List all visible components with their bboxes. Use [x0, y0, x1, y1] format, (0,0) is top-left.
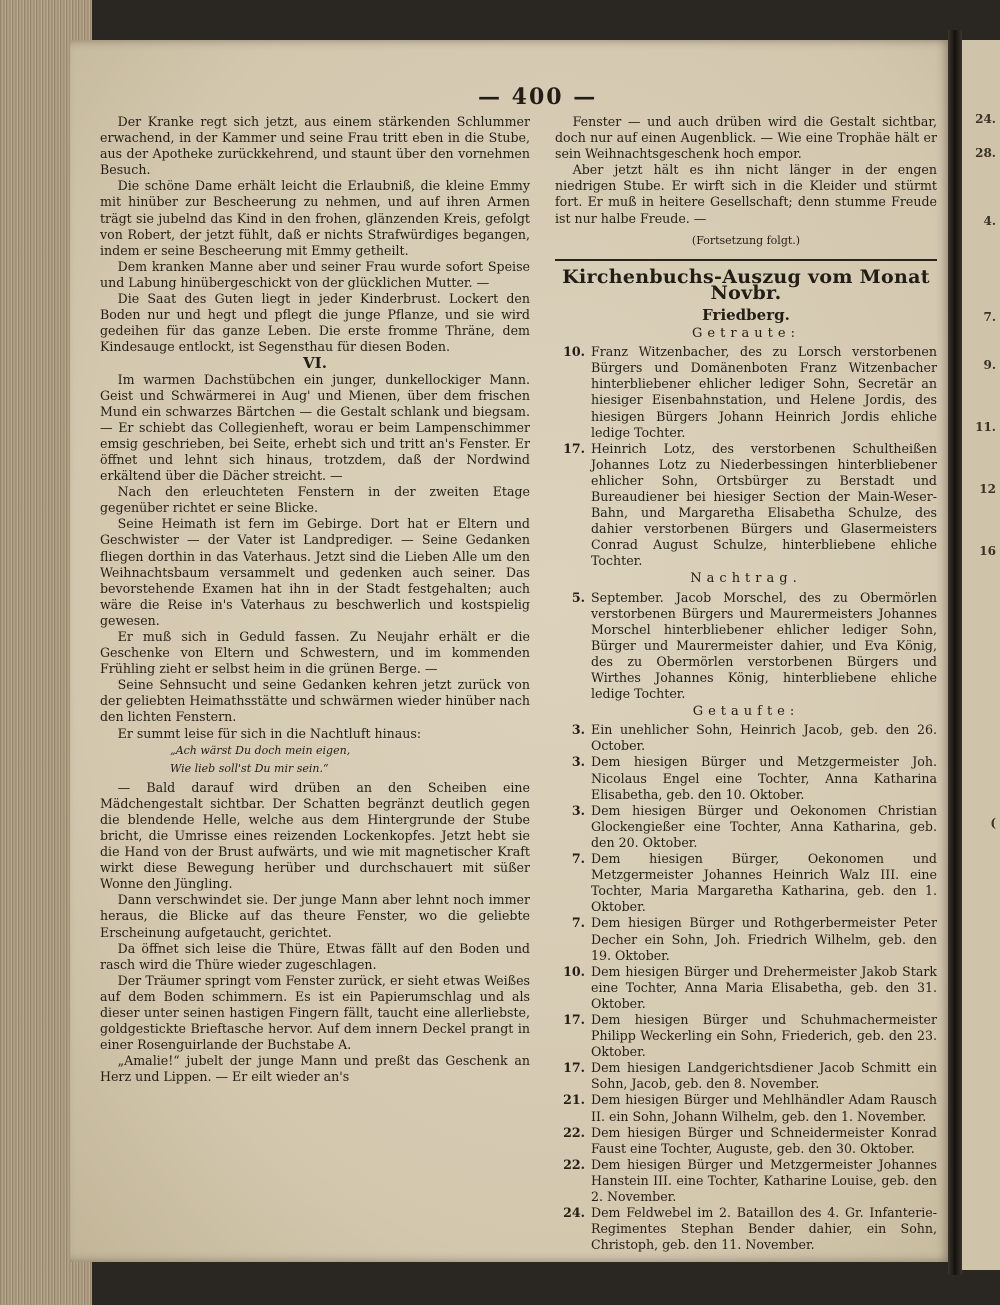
entry-day: 7.: [571, 851, 585, 867]
next-page-fragment: 16: [979, 544, 996, 558]
paragraph: — Bald darauf wird drüben an den Scheiben eine Mädchengestalt sichtbar. Der Schatten begränzt deutlich gegen die blendende Helle, welche aus dem Hintergrunde der Stube bricht, die Umrisse eines reizenden Lockenkopfes. Jetzt hebt sie die Hand von der Brust aufwärts, und wie mit magnetischer Kraft wirkt diese Bewegung herüber und durchschauert mit süßer Wonne den Jüngling.: [100, 779, 530, 892]
paragraph: Der Träumer springt vom Fenster zurück, er sieht etwas Weißes auf dem Boden schimmern. Es ist ein Papierumschlag und als dieser unter seinen hastigen Fingern fällt, taucht eine allerliebste, goldgestickte Brieftasche hervor. Auf dem innern Deckel prangt in einer Rosenguirlande der Buchstabe A.: [100, 972, 530, 1053]
paragraph: Im warmen Dachstübchen ein junger, dunkellockiger Mann. Geist und Schwärmerei in Aug' und Mienen, über dem frischen Mund ein schwarzes Bärtchen — die Gestalt schlank und biegsam. — Er schiebt das Collegienheft, worau er beim Lampenschimmer emsig geschrieben, bei Seite, erhebt sich und tritt an's Fenster. Er öffnet und lehnt sich hinaus, trotzdem, daß der Nordwind erkältend über die Dächer streicht. —: [100, 371, 530, 484]
entry-text: Dem hiesigen Bürger und Metzgermeister Joh. Nicolaus Engel eine Tochter, Anna Katharina Elisabetha, geb. den 10. Oktober.: [591, 754, 937, 802]
entry-text: Dem hiesigen Bürger, Oekonomen und Metzgermeister Johannes Heinrich Walz III. eine Tochter, Maria Margaretha Katharina, geb. den 1. Oktober.: [591, 851, 937, 915]
paragraph: „Amalie!“ jubelt der junge Mann und preßt das Geschenk an Herz und Lippen. — Er eilt wieder an's: [100, 1053, 530, 1085]
entry-text: Dem hiesigen Bürger und Schuhmachermeister Philipp Weckerling ein Sohn, Friederich, geb. den 23. Oktober.: [591, 1011, 937, 1060]
right-column: [555, 114, 937, 1253]
paragraph-group-right: [555, 114, 937, 227]
supplement-list: [555, 590, 937, 703]
register-title: Kirchenbuchs-Auszug vom Monat Novbr.: [562, 265, 930, 304]
register-entry: [555, 722, 937, 754]
register-entry: [555, 964, 937, 1012]
paragraph: Fenster — und auch drüben wird die Gestalt sichtbar, doch nur auf einen Augenblick. — Wie eine Trophäe hält er sein Weihnachtsgeschenk hoch empor.: [555, 114, 937, 162]
entry-day: 24.: [563, 1205, 585, 1221]
register-entry: [555, 1205, 937, 1253]
entry-text: Franz Witzenbacher, des zu Lorsch verstorbenen Bürgers und Domänenboten Franz Witzenbacher hinterbliebener ehlicher lediger Sohn, Secretär an hiesiger Eisenbahnstation, und Helene Jordis, des hiesigen Bürgers Johann Heinrich Jordis ehliche ledige Tochter.: [591, 344, 937, 440]
register-entry: [555, 1060, 937, 1092]
paragraph: Da öffnet sich leise die Thüre, Etwas fällt auf den Boden und rasch wird die Thüre wieder zugeschlagen.: [100, 940, 530, 972]
register-entry: [555, 1157, 937, 1205]
next-page-fragment: 12: [979, 482, 996, 496]
paragraph: Nach den erleuchteten Fenstern in der zweiten Etage gegenüber richtet er seine Blicke.: [100, 484, 530, 516]
entry-text: Dem hiesigen Bürger und Drehermeister Jakob Stark eine Tochter, Anna Maria Elisabetha, geb. den 31. Oktober.: [591, 963, 937, 1011]
left-column: [100, 114, 530, 1085]
next-page-fragment: 24.: [975, 112, 996, 126]
book-gutter: [948, 30, 962, 1275]
register-entry: [555, 590, 937, 703]
paragraph: Dann verschwindet sie. Der junge Mann aber lehnt noch immer heraus, die Blicke auf das theure Fenster, wo die geliebte Erscheinung aufgetaucht, gerichtet.: [100, 892, 530, 940]
entry-text: Dem hiesigen Bürger und Rothgerbermeister Peter Decher ein Sohn, Joh. Friedrich Wilhelm, geb. den 19. Oktober.: [591, 915, 937, 963]
entry-text: Ein unehlicher Sohn, Heinrich Jacob, geb. den 26. October.: [591, 722, 937, 754]
register-entry: [555, 851, 937, 915]
register-entry: [555, 754, 937, 802]
register-entry: [555, 1125, 937, 1157]
next-page-fragment: 9.: [983, 358, 996, 372]
entry-text: Heinrich Lotz, des verstorbenen Schultheißen Johannes Lotz zu Niederbessingen hinterbliebener ehlicher Sohn, Ortsbürger zu Berstadt und Bureaudiener bei hiesiger Section der Main-Weser-Bahn, und Margaretha Elisabetha Schulze, des dahier verstorbenen Bürgers und Glasermeisters Conrad August Schulze, hinterbliebene ehliche Tochter.: [591, 440, 937, 569]
baptized-list: [555, 722, 937, 1253]
entry-text: Dem hiesigen Bürger und Schneidermeister Konrad Faust eine Tochter, Auguste, geb. den 30. Oktober.: [591, 1124, 937, 1156]
supplement-heading: Nachtrag.: [690, 571, 802, 587]
next-page-fragment: 28.: [975, 146, 996, 160]
married-list: [555, 344, 937, 569]
entry-day: 17.: [563, 1011, 585, 1027]
entry-day: 3.: [571, 722, 585, 738]
entry-text: Dem hiesigen Landgerichtsdiener Jacob Schmitt ein Sohn, Jacob, geb. den 8. November.: [591, 1060, 937, 1092]
paragraph-group-after: [100, 780, 530, 1086]
register-entry: [555, 803, 937, 851]
next-page-fragment: (: [990, 816, 996, 830]
entry-text: Dem hiesigen Bürger und Mehlhändler Adam Rausch II. ein Sohn, Johann Wilhelm, geb. den 1. November.: [591, 1092, 937, 1124]
baptized-heading: Getaufte:: [692, 704, 800, 720]
entry-text: Dem hiesigen Bürger und Oekonomen Christian Glockengießer eine Tochter, Anna Katharina, geb. den 20. Oktober.: [591, 802, 937, 850]
entry-text: Dem hiesigen Bürger und Metzgermeister Johannes Hanstein III. eine Tochter, Katharine Louise, geb. den 2. November.: [591, 1156, 937, 1204]
entry-day: 3.: [571, 754, 585, 770]
paragraph: Aber jetzt hält es ihn nicht länger in der engen niedrigen Stube. Er wirft sich in die Kleider und stürmt fort. Er muß in heitere Gesellschaft; denn stumme Freude ist nur halbe Freude. —: [555, 162, 937, 226]
paragraph: Seine Heimath ist fern im Gebirge. Dort hat er Eltern und Geschwister — der Vater ist Landprediger. — Seine Gedanken fliegen dorthin in das Vaterhaus. Jetzt sind die Lieben Alle um den Weihnachtsbaum versammelt und gedenken auch seiner. Das bevorstehende Examen hat ihn in der Stadt festgehalten; auch wäre die Reise in's Vaterhaus zu beschwerlich und kostspielig gewesen.: [100, 516, 530, 628]
next-page-edge: [962, 40, 1000, 1270]
entry-day: 17.: [563, 440, 585, 456]
entry-day: 22.: [563, 1124, 585, 1140]
divider-rule: [555, 259, 937, 261]
entry-day: 22.: [563, 1156, 585, 1172]
paragraph: Seine Sehnsucht und seine Gedanken kehren jetzt zurück von der geliebten Heimathsstätte und schwärmen wieder hinüber nach den lichten Fenstern.: [100, 677, 530, 725]
verse-line: Wie lieb soll'st Du mir sein.“: [170, 761, 329, 775]
entry-day: 10.: [563, 963, 585, 979]
entry-day: 10.: [563, 344, 585, 360]
entry-text: Dem Feldwebel im 2. Bataillon des 4. Gr. Infanterie-Regimentes Stephan Bender dahier, ein Sohn, Christoph, geb. den 11. November.: [591, 1205, 937, 1253]
register-entry: [555, 1012, 937, 1060]
paragraph: Die Saat des Guten liegt in jeder Kinderbrust. Lockert den Boden nur und hegt und pflegt die junge Pflanze, und sie wird gedeihen für das ganze Leben. Die erste fromme Thräne, dem Kindesauge entlockt, ist Segensthau für diesen Boden.: [100, 291, 530, 355]
entry-day: 17.: [563, 1060, 585, 1076]
continued-note: (Fortsetzung folgt.): [691, 233, 801, 247]
entry-day: 21.: [563, 1092, 585, 1108]
entry-day: 7.: [571, 915, 585, 931]
verse-line: „Ach wärst Du doch mein eigen,: [170, 743, 351, 757]
place-heading: Friedberg.: [702, 305, 790, 324]
paragraph: Der Kranke regt sich jetzt, aus einem stärkenden Schlummer erwachend, in der Kammer und seine Frau tritt eben in die Stube, aus der Apotheke zurückkehrend, und staunt über den vornehmen Besuch.: [100, 114, 530, 178]
paragraph: Dem kranken Manne aber und seiner Frau wurde sofort Speise und Labung hinübergeschickt von der glücklichen Mutter. —: [100, 258, 530, 290]
paragraph: Die schöne Dame erhält leicht die Erlaubniß, die kleine Emmy mit hinüber zur Bescheerung zu nehmen, und auf ihren Armen trägt sie jubelnd das Kind in den frohen, glänzenden Kreis, gefolgt von Robert, der jetzt fühlt, daß er nichts Strafwürdiges begangen, indem er seine Bescheerung mit Emmy getheilt.: [100, 178, 530, 258]
married-heading: Getraute:: [692, 326, 800, 342]
page-number: — 400 —: [478, 84, 598, 110]
register-entry: [555, 441, 937, 570]
register-entry: [555, 915, 937, 963]
section-numeral: VI.: [303, 354, 327, 373]
next-page-fragment: 4.: [983, 214, 996, 228]
next-page-fragment: 11.: [975, 420, 996, 434]
paragraph-group-section: [100, 372, 530, 742]
entry-day: 3.: [571, 802, 585, 818]
entry-day: 5.: [571, 589, 585, 605]
paragraph: Er muß sich in Geduld fassen. Zu Neujahr erhält er die Geschenke von Eltern und Schwestern, und im kommenden Frühling zieht er selbst heim in die grünen Berge. —: [100, 629, 530, 677]
entry-text: September. Jacob Morschel, des zu Obermörlen verstorbenen Bürgers und Maurermeisters Johannes Morschel hinterbliebener ehlicher lediger Sohn, Bürger und Maurermeister dahier, und Eva König, des zu Obermörlen verstorbenen Bürgers und Wirthes Johannes König, hinterbliebene ehliche ledige Tochter.: [591, 589, 937, 702]
paragraph-group-before: [100, 114, 530, 355]
register-entry: [555, 344, 937, 441]
register-entry: [555, 1092, 937, 1124]
next-page-fragment: 7.: [983, 310, 996, 324]
paragraph: Er summt leise für sich in die Nachtluft hinaus:: [117, 725, 422, 741]
